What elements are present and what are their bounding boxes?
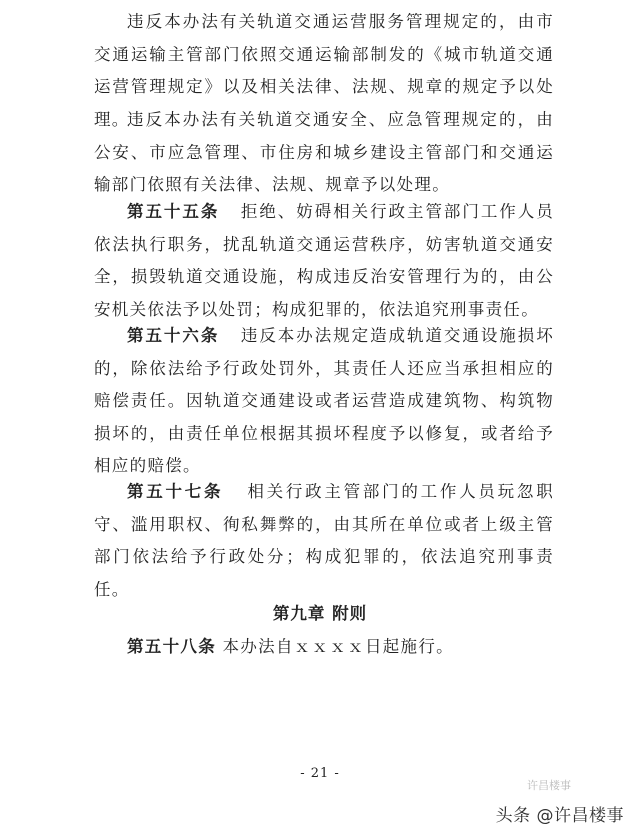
page-number: - 21 - [300, 766, 340, 781]
watermark: 许昌楼事 [527, 779, 571, 792]
article-57 [94, 476, 554, 606]
article-55-heading: 第五十五条 [127, 202, 220, 221]
article-58 [127, 631, 454, 663]
source-label: 头条 @许昌楼事 [495, 806, 624, 826]
article-56-heading: 第五十六条 [127, 326, 220, 345]
article-56 [94, 320, 554, 483]
chapter-title: 第九章 附则 [272, 604, 368, 623]
article-58-heading: 第五十八条 [127, 637, 216, 656]
article-55 [94, 196, 554, 326]
article-57-text: 相关行政主管部门的工作人员玩忽职守、滥用职权、徇私舞弊的，由其所在单位或者上级主管部门依法给予行政处分；构成犯罪的，依法追究刑事责任。 [94, 482, 554, 599]
article-56-text: 违反本办法规定造成轨道交通设施损坏的，除依法给予行政处罚外，其责任人还应当承担相应的赔偿责任。因轨道交通建设或者运营造成建筑物、构筑物损坏的，由责任单位根据其损坏程度予以修复，或者给予相应的赔偿。 [94, 326, 554, 475]
paragraph-2 [94, 104, 554, 202]
article-57-heading: 第五十七条 [127, 482, 224, 501]
article-58-text: 本办法自ｘｘｘｘ日起施行。 [222, 637, 454, 656]
article-55-text: 拒绝、妨碍相关行政主管部门工作人员依法执行职务，扰乱轨道交通运营秩序，妨害轨道交通安全，损毁轨道交通设施，构成违反治安管理行为的，由公安机关依法予以处罚；构成犯罪的，依法追究刑事责任。 [94, 202, 554, 319]
paragraph-2-text: 违反本办法有关轨道交通安全、应急管理规定的，由公安、市应急管理、市住房和城乡建设主管部门和交通运输部门依照有关法律、法规、规章予以处理。 [94, 110, 554, 194]
paragraph-1-text: 违反本办法有关轨道交通运营服务管理规定的，由市交通运输主管部门依照交通运输部制发的《城市轨道交通运营管理规定》以及相关法律、法规、规章的规定予以处理。 [94, 12, 554, 129]
